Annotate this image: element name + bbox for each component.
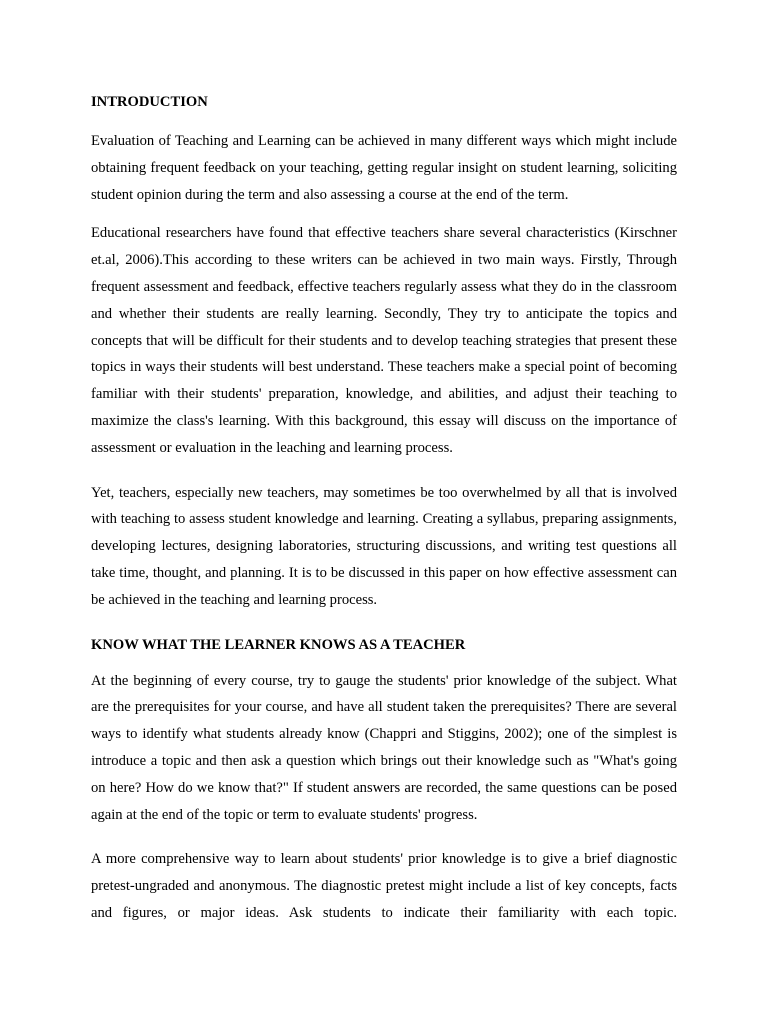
- know-paragraph-2: A more comprehensive way to learn about students' prior knowledge is to give a brief diagnostic pretest-ungraded and anonymous. The diagnostic pretest might include a list of key concepts, facts and figures, or major ideas. Ask students to indicate their familiarity with each topic.: [91, 851, 677, 921]
- intro-paragraph-2: Educational researchers have found that effective teachers share several characteristics (Kirschner et.al, 2006).This according to these writers can be achieved in two main ways. Firstly, Through frequent assessment and feedback, effective teachers regularly assess what they do in the classroom and whether their students are really learning. Secondly, They try to anticipate the topics and concepts that will be difficult for their students and to develop teaching strategies that present these topics in ways their students will best understand. These teachers make a special point of becoming familiar with their students' preparation, knowledge, and abilities, and adjust their teaching to maximize the class's learning. With this background, this essay will discuss on the importance of assessment or evaluation in the leaching and learning process.: [91, 225, 677, 456]
- know-paragraph-1: At the beginning of every course, try to gauge the students' prior knowledge of the subject. What are the prerequisites for your course, and have all student taken the prerequisites? There are several ways to identify what students already know (Chappri and Stiggins, 2002); one of the simplest is introduce a topic and then ask a question which brings out their knowledge such as "What's going on here? How do we know that?" If student answers are recorded, the same questions can be posed again at the end of the topic or term to evaluate students' progress.: [91, 672, 677, 823]
- heading-introduction: INTRODUCTION: [91, 94, 208, 110]
- document-page: [91, 91, 677, 927]
- intro-paragraph-1: Evaluation of Teaching and Learning can be achieved in many different ways which might include obtaining frequent feedback on your teaching, getting regular insight on student learning, soliciting student opinion during the term and also assessing a course at the end of the term.: [91, 133, 677, 203]
- heading-know-what-learner-knows: KNOW WHAT THE LEARNER KNOWS AS A TEACHER: [91, 636, 466, 653]
- intro-paragraph-3: Yet, teachers, especially new teachers, may sometimes be too overwhelmed by all that is involved with teaching to assess student knowledge and learning. Creating a syllabus, preparing assignments, developing lectures, designing laboratories, structuring discussions, and writing test questions all take time, thought, and planning. It is to be discussed in this paper on how effective assessment can be achieved in the teaching and learning process.: [91, 484, 677, 608]
